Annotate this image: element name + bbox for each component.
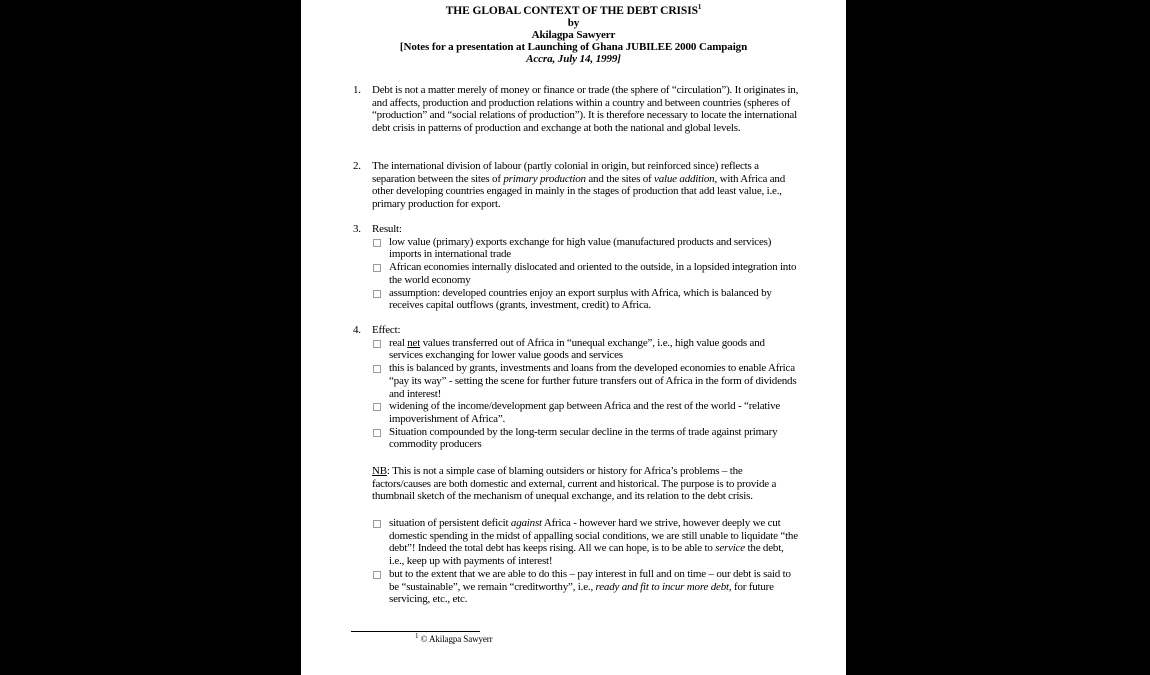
text-run: but to the extent that we are able to do this – pay interest in full and on time – our debt is said to be “sustainable”, we remain “creditworthy”, i.e., bbox=[389, 567, 791, 593]
text-run: values transferred out of Africa in “unequal exchange”, i.e., high value goods and services exchanging for lower value goods and services bbox=[389, 336, 765, 362]
nb-label: NB bbox=[372, 465, 387, 477]
footnote-text: © Akilagpa Sawyerr bbox=[420, 634, 493, 644]
text-run: Africa - however hard we strive, however deeply we cut domestic spending in the midst of appalling social conditions, we are still unable to liquidate “the debt”! Indeed the total debt has keeps rising. All we can hope, is to be able to bbox=[389, 517, 798, 555]
author-name: Akilagpa Sawyerr bbox=[531, 29, 616, 41]
square-bullet-icon bbox=[373, 571, 381, 579]
item-number: 1. bbox=[353, 84, 361, 96]
text-run: Situation compounded by the long-term secular decline in the terms of trade against primary commodity producers bbox=[389, 425, 778, 451]
bullet-item bbox=[372, 337, 799, 362]
item-text bbox=[372, 160, 799, 211]
text-run-italic: service bbox=[715, 542, 745, 555]
text-run: low value (primary) exports exchange for high value (manufactured products and services) imports in international trade bbox=[389, 235, 772, 261]
bullet-item bbox=[372, 287, 799, 312]
bullet-item bbox=[372, 517, 799, 568]
bullet-text bbox=[389, 362, 799, 400]
item-number: 3. bbox=[353, 223, 361, 235]
closing-bullet-list bbox=[372, 517, 799, 606]
numbered-item-4 bbox=[353, 324, 799, 451]
bullet-text bbox=[389, 426, 799, 451]
bullet-item bbox=[372, 261, 799, 286]
item-number: 4. bbox=[353, 324, 361, 336]
footnote-number: 1 bbox=[415, 632, 419, 640]
text-run: the debt, i.e., keep up with payments of interest! bbox=[389, 542, 784, 568]
bullet-text bbox=[389, 517, 799, 568]
bullet-text bbox=[389, 568, 799, 606]
text-run: widening of the income/development gap between Africa and the rest of the world - “relative impoverishment of Africa”. bbox=[389, 400, 781, 425]
square-bullet-icon bbox=[373, 264, 381, 272]
bullet-text bbox=[389, 287, 799, 312]
byline: by bbox=[567, 17, 580, 29]
bullet-item bbox=[372, 362, 799, 400]
item-text bbox=[372, 324, 799, 451]
item-text bbox=[372, 84, 799, 135]
footnote bbox=[415, 634, 493, 644]
text-run: The international division of labour (partly colonial in origin, but reinforced since) reflects a separation between the sites of bbox=[372, 160, 759, 185]
bullet-text bbox=[389, 337, 799, 362]
numbered-item-3 bbox=[353, 223, 799, 312]
square-bullet-icon bbox=[373, 365, 381, 373]
item-text bbox=[372, 223, 799, 312]
square-bullet-icon bbox=[373, 340, 381, 348]
text-run-italic: against bbox=[510, 517, 542, 529]
square-bullet-icon bbox=[373, 520, 381, 528]
text-run: African economies internally dislocated and oriented to the outside, in a lopsided integration into the world economy bbox=[389, 261, 797, 286]
document-header bbox=[301, 5, 846, 65]
text-run-underline: net bbox=[407, 336, 421, 349]
bullet-text bbox=[389, 261, 799, 286]
presentation-note: [Notes for a presentation at Launching of Ghana JUBILEE 2000 Campaign bbox=[399, 41, 748, 53]
text-run: , for future servicing, etc., etc. bbox=[389, 580, 774, 606]
bullet-item bbox=[372, 236, 799, 261]
text-run: and the sites of bbox=[585, 172, 655, 185]
text-run: real bbox=[389, 336, 408, 349]
square-bullet-icon bbox=[373, 403, 381, 411]
item-label: Result: bbox=[372, 223, 402, 235]
text-run-italic: primary production bbox=[503, 172, 586, 185]
venue-date: Accra, July 14, 1999] bbox=[526, 53, 621, 65]
item-number: 2. bbox=[353, 160, 361, 172]
nb-paragraph bbox=[372, 465, 799, 503]
bullet-item bbox=[372, 568, 799, 606]
text-run: , with Africa and other developing countries engaged in mainly in the stages of production that add least value, i.e., primary production for export. bbox=[372, 172, 786, 211]
text-run: this is balanced by grants, investments and loans from the developed economies to enable Africa “pay its way” - setting the scene for further future transfers out of Africa in the form of dividends and interest! bbox=[389, 362, 797, 400]
bullet-item bbox=[372, 400, 799, 425]
document-page bbox=[301, 0, 846, 675]
square-bullet-icon bbox=[373, 429, 381, 437]
text-run: situation of persistent deficit bbox=[389, 517, 511, 529]
text-run: : This is not a simple case of blaming outsiders or history for Africa’s problems – the factors/causes are both domestic and external, current and historical. The purpose is to provide a thumbnail sketch of the mechanism of unequal exchange, and its relation to the debt crisis. bbox=[372, 465, 777, 503]
text-run-italic: ready and fit to incur more debt bbox=[595, 580, 729, 593]
document-title bbox=[301, 5, 846, 17]
text-run: Debt is not a matter merely of money or finance or trade (the sphere of “circulation”). It originates in, and affects, production and production relations within a country and between countries (spheres of “production” and “social relations of production”). It is therefore necessary to locate the international debt crisis in patterns of production and exchange at both the national and global levels. bbox=[372, 84, 799, 135]
item-label: Effect: bbox=[372, 324, 401, 336]
bullet-text bbox=[389, 236, 799, 261]
square-bullet-icon bbox=[373, 290, 381, 298]
text-run-italic: value addition bbox=[654, 172, 715, 185]
numbered-item-2 bbox=[353, 160, 799, 211]
footnote-ref-marker: 1 bbox=[697, 3, 702, 12]
bullet-item bbox=[372, 426, 799, 451]
text-run: assumption: developed countries enjoy an export surplus with Africa, which is balanced by receives capital outflows (grants, investment, credit) to Africa. bbox=[389, 286, 772, 312]
title-text: THE GLOBAL CONTEXT OF THE DEBT CRISIS bbox=[445, 5, 698, 17]
numbered-item-1 bbox=[353, 84, 799, 135]
bullet-text bbox=[389, 400, 799, 425]
square-bullet-icon bbox=[373, 239, 381, 247]
